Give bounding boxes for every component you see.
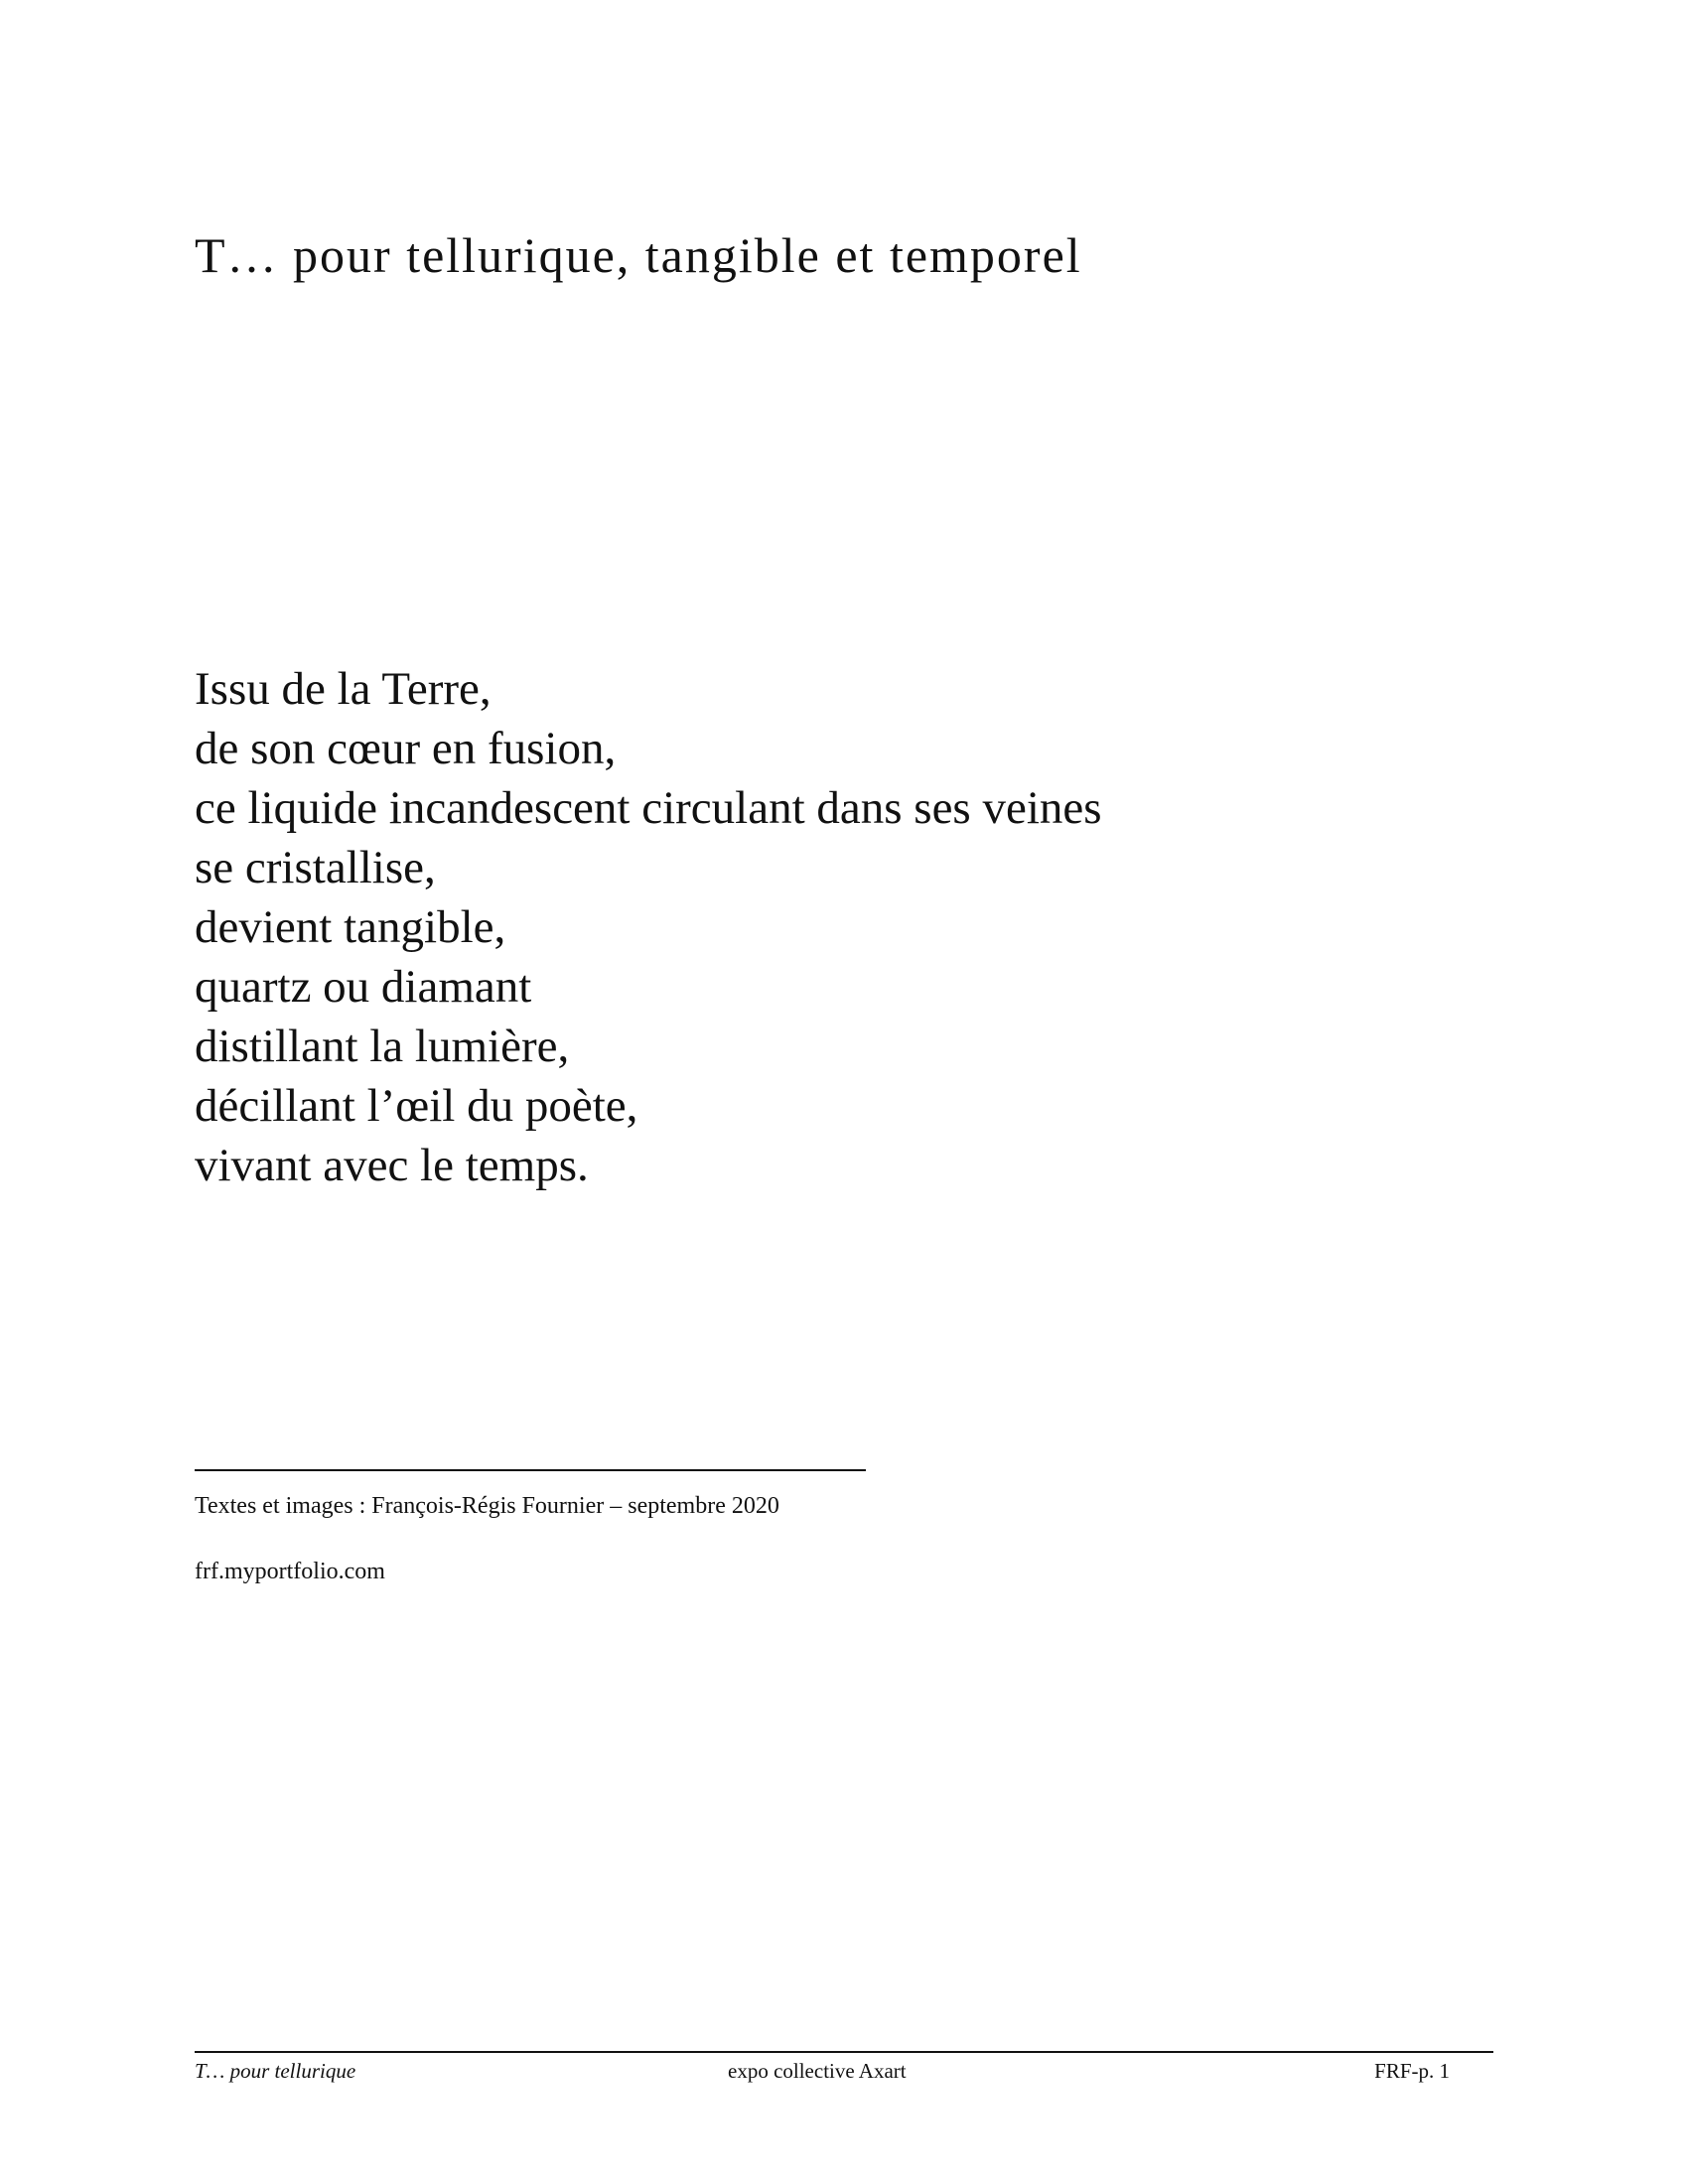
poem-line: décillant l’œil du poète,: [195, 1080, 638, 1132]
page-footer: [195, 2059, 1450, 2089]
footnote-credits: Textes et images : François-Régis Fournier – septembre 2020: [195, 1493, 779, 1519]
poem-line: quartz ou diamant: [195, 961, 532, 1013]
poem-line: Issu de la Terre,: [195, 663, 492, 715]
poem-line: se cristallise,: [195, 842, 436, 893]
footer-divider: [195, 2051, 1493, 2053]
footnote-website: frf.myportfolio.com: [195, 1559, 385, 1584]
page-title: T… pour tellurique, tangible et temporel: [195, 227, 1082, 283]
poem-line: devient tangible,: [195, 901, 506, 953]
footnote-divider: [195, 1469, 866, 1471]
poem-line: ce liquide incandescent circulant dans ses veines: [195, 782, 1102, 834]
poem: [195, 659, 1102, 1195]
poem-line: vivant avec le temps.: [195, 1140, 589, 1191]
poem-line: de son cœur en fusion,: [195, 723, 617, 774]
poem-line: distillant la lumière,: [195, 1021, 570, 1072]
footer-exhibition: expo collective Axart: [728, 2059, 907, 2083]
footer-page-number: FRF-p. 1: [1374, 2059, 1450, 2083]
footer-running-title: T… pour tellurique: [195, 2059, 356, 2083]
